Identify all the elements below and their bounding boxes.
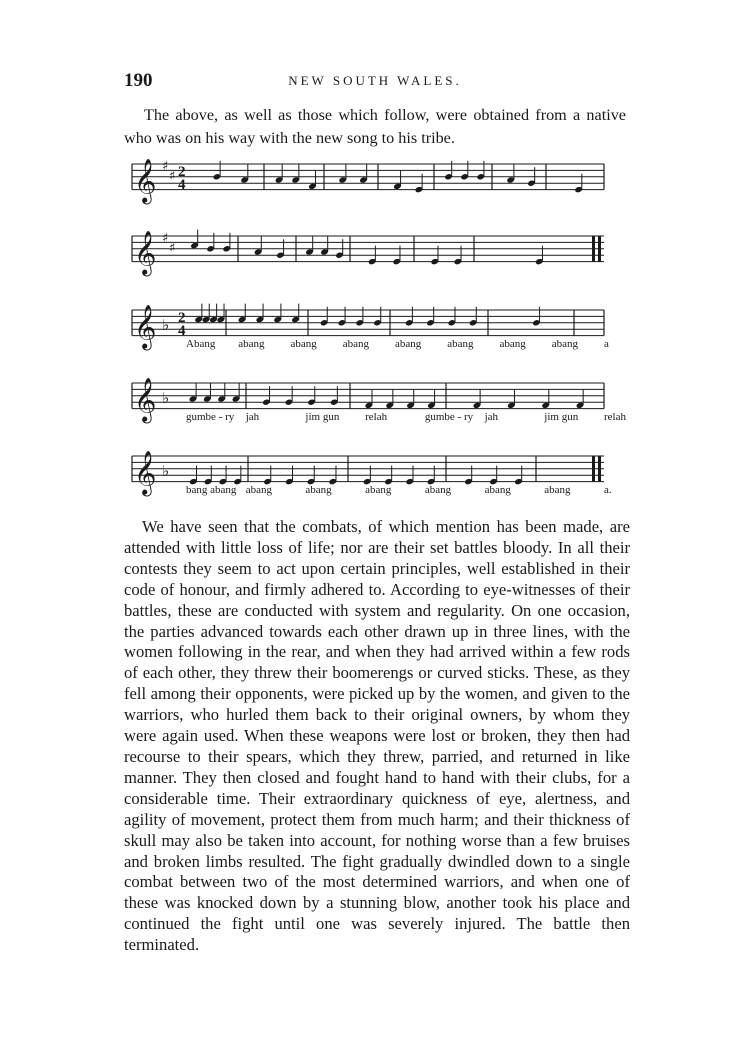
intro-text: The above, as well as those which follow, were obtained from a native who was on his way with the new song to his tribe. [124,106,626,147]
final-barline [598,456,601,482]
treble-clef-icon: 𝄞 [134,230,157,275]
page-number: 190 [124,70,153,91]
lyric-word: abang [290,338,317,350]
sharp-key-icon: ♯ [169,241,176,256]
flat-key-icon: ♭ [162,462,170,480]
lyric-word: abang [551,338,579,350]
time-signature-bottom: 4 [178,323,186,339]
time-signature-bottom: 4 [178,177,186,193]
final-barline [598,236,601,262]
flat-key-icon: ♭ [162,316,170,334]
lyric-word: jah [484,411,499,423]
lyric-word: gumbe - ry [424,411,474,423]
treble-clef-icon: 𝄞 [134,450,157,495]
lyric-word: abang [447,338,474,350]
lyric-word: abang [305,484,332,496]
lyric-word: abang [365,484,392,496]
sharp-key-icon: ♯ [162,159,169,174]
music-notation [128,150,628,512]
lyric-word: jim gun [544,411,579,423]
lyric-word: abang [245,484,272,496]
lyric-word: abang [424,484,452,496]
final-barline [592,236,595,262]
treble-clef-icon: 𝄞 [134,377,157,422]
final-barline [592,456,595,482]
lyric-word: abang [395,338,422,350]
time-signature-top: 2 [178,310,186,326]
lyric-word: abang [342,338,370,350]
lyric-word: jah [245,411,260,423]
flat-key-icon: ♭ [162,389,170,407]
lyric-word: a [604,338,609,350]
lyric-word: Abang [186,338,216,350]
lyric-word: relah [604,411,626,423]
lyric-word: a. [604,484,612,496]
lyric-word: abang [499,338,526,350]
time-signature-top: 2 [178,164,186,180]
lyric-word: relah [365,411,388,423]
body-paragraph: We have seen that the combats, of which mention has been made, are attended with little loss of life; nor are their set battles bloody. In all their contests they seem to act upon certain principles, well established in their code of honour, and firmly adhered to. According to eye-witnesses of their battles, these are conducted with system and regularity. On one occasion, the parties advanced towards each other drawn up in three lines, with the women following in the rear, and when they had arrived within a few rods of each other, they threw their boomerengs or curved sticks. These, as they fell among their opponents, were picked up by the women, and given to the warriors, who hurled them back to their original owners, by whom they were again used. When these weapons were lost or broken, they then had recourse to their spears, which they threw, parried, and returned in like manner. They then closed and fought hand to hand with their clubs, for a considerable time. Their extraordinary quickness of eye, alertness, and agility of movement, protect them from much harm; and their thickness of skull may also be taken into account, for nothing worse than a few bruises and broken limbs resulted. The fight gradually dwindled down to a single combat between two of the most determined warriors, and when one of these was knocked down by a stunning blow, another took his place and continued the fight until one was severely injured. The battle then terminated. [124,517,630,955]
lyric-word: bang abang [186,484,237,496]
lyric-word: gumbe - ry [186,411,235,423]
treble-clef-icon: 𝄞 [134,304,157,349]
lyric-word: abang [238,338,265,350]
music-score [128,150,628,512]
lyric-word: abang [544,484,571,496]
sharp-key-icon: ♯ [162,231,169,246]
sharp-key-icon: ♯ [169,169,176,184]
running-title: NEW SOUTH WALES. [288,73,462,88]
lyric-word: abang [484,484,511,496]
treble-clef-icon: 𝄞 [134,158,157,203]
page-header [124,70,626,92]
lyric-word: jim gun [305,411,340,423]
